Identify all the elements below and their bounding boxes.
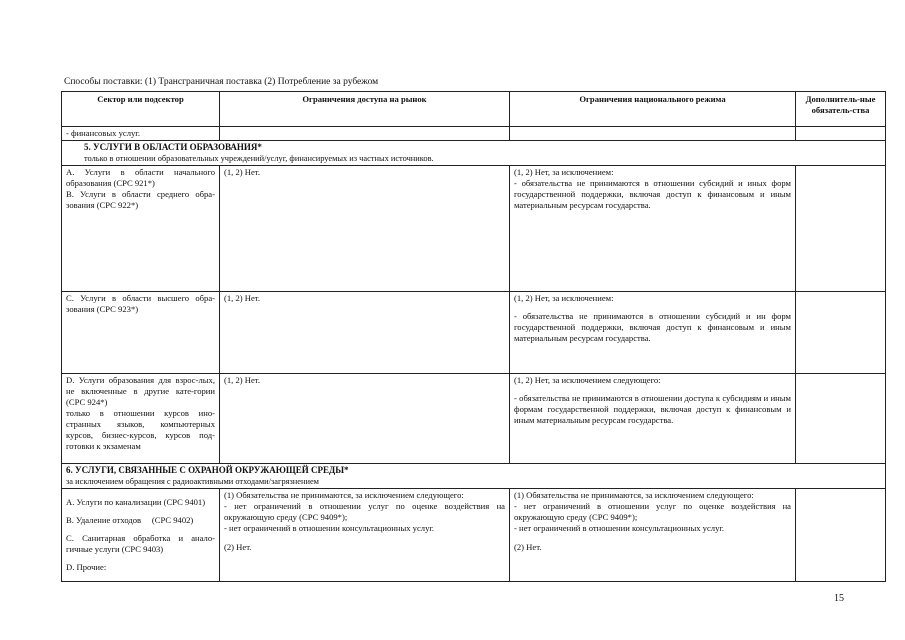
- table-row: [62, 374, 886, 464]
- header-sector: Сектор или подсектор: [62, 92, 220, 127]
- section-row: [62, 464, 886, 489]
- cell-national-treatment: [510, 166, 796, 292]
- cell-sector: [62, 374, 220, 464]
- sector-primary-education: А. Услуги в области начального образования (СРС 921*): [66, 167, 215, 188]
- ma-mode2: (2) Нет.: [224, 542, 252, 552]
- section-6-subtitle: за исключением обращения с радиоактивными отходами/загрязнением: [66, 477, 319, 486]
- sector-adult-education: D. Услуги образования для взрос-лых, не включенные в другие кате-гории (СРС 924*): [66, 375, 215, 407]
- cell-national-treatment: [510, 127, 796, 141]
- sector-waste: В. Удаление отходов (СРС 9402): [66, 515, 194, 525]
- sector-sewage: А. Услуги по канализации (СРС 9401): [66, 497, 206, 507]
- section-5-heading: [62, 141, 886, 166]
- nt-detail: - обязательства не принимаются в отношении доступа к субсидиям и иным формам государственной поддержки, включая доступ к финансовым и иным материальным ресурсам государства.: [514, 393, 791, 425]
- section-5-title: 5. УСЛУГИ В ОБЛАСТИ ОБРАЗОВАНИЯ*: [84, 142, 262, 152]
- nt-detail: - обязательства не принимаются в отношении субсидий и ин форм государственной поддержки, включая доступ к финансовым и иным материальным ресурсам государства.: [514, 311, 791, 343]
- cell-sector: [62, 489, 220, 582]
- table-row: [62, 489, 886, 582]
- cell-market-access: (1, 2) Нет.: [220, 292, 510, 374]
- cell-market-access: [220, 127, 510, 141]
- nt-consulting: - нет ограничений в отношении консультационных услуг.: [514, 523, 725, 533]
- table-row: [62, 127, 886, 141]
- cell-market-access: [220, 489, 510, 582]
- ma-intro: (1) Обязательства не принимаются, за исключением следующего:: [224, 490, 464, 500]
- cell-national-treatment: [510, 292, 796, 374]
- table-header-row: [62, 92, 886, 127]
- nt-intro: (1, 2) Нет, за исключением:: [514, 293, 614, 303]
- sector-adult-education-scope: только в отношении курсов ино-странных языков, компьютерных курсов, бизнес-курсов, курсов под-готовки к экзаменам: [66, 408, 215, 451]
- header-market-access: Ограничения доступа на рынок: [220, 92, 510, 127]
- sector-other: D. Прочие:: [66, 562, 107, 572]
- sector-secondary-education: В. Услуги в области среднего обра-зования (СРС 922*): [66, 189, 215, 210]
- ma-consulting: - нет ограничений в отношении консультационных услуг.: [224, 523, 435, 533]
- nt-intro: (1) Обязательства не принимаются, за исключением следующего:: [514, 490, 754, 500]
- cell-market-access: (1, 2) Нет.: [220, 374, 510, 464]
- header-additional: Дополнитель-ные обязатель-ства: [796, 92, 886, 127]
- page-number: 15: [834, 593, 844, 604]
- cell-sector: - финансовых услуг.: [62, 127, 220, 141]
- cell-sector: С. Услуги в области высшего обра-зования (СРС 923*): [62, 292, 220, 374]
- sector-sanitation: С. Санитарная обработка и анало-гичные услуги (СРС 9403): [66, 533, 215, 554]
- table-row: [62, 166, 886, 292]
- supply-modes-caption: Способы поставки: (1) Трансграничная поставка (2) Потребление за рубежом: [64, 77, 379, 87]
- cell-national-treatment: [510, 374, 796, 464]
- cell-additional: [796, 127, 886, 141]
- cell-additional: [796, 166, 886, 292]
- cell-sector: [62, 166, 220, 292]
- table-row: [62, 292, 886, 374]
- nt-intro: (1, 2) Нет, за исключением:: [514, 167, 614, 177]
- section-6-title: 6. УСЛУГИ, СВЯЗАННЫЕ С ОХРАНОЙ ОКРУЖАЮЩЕЙ СРЕДЫ*: [66, 465, 349, 475]
- nt-mode2: (2) Нет.: [514, 542, 542, 552]
- section-5-subtitle: только в отношении образовательных учреждений/услуг, финансируемых из частных источников.: [84, 154, 434, 163]
- cell-national-treatment: [510, 489, 796, 582]
- section-row: [62, 141, 886, 166]
- cell-additional: [796, 489, 886, 582]
- header-national-treatment: Ограничения национального режима: [510, 92, 796, 127]
- cell-additional: [796, 374, 886, 464]
- nt-intro: (1, 2) Нет, за исключением следующего:: [514, 375, 661, 385]
- commitments-table: [61, 91, 886, 582]
- section-6-heading: [62, 464, 886, 489]
- nt-eia: - нет ограничений в отношении услуг по оценке воздействия на окружающую среду (СРС 9409*);: [514, 501, 791, 522]
- nt-detail: - обязательства не принимаются в отношении субсидий и иных форм государственной поддержки, включая доступ к финансовым и иным материальным ресурсам государства.: [514, 178, 791, 210]
- cell-market-access: (1, 2) Нет.: [220, 166, 510, 292]
- cell-additional: [796, 292, 886, 374]
- ma-eia: - нет ограничений в отношении услуг по оценке воздействия на окружающую среду (СРС 9409*);: [224, 501, 505, 522]
